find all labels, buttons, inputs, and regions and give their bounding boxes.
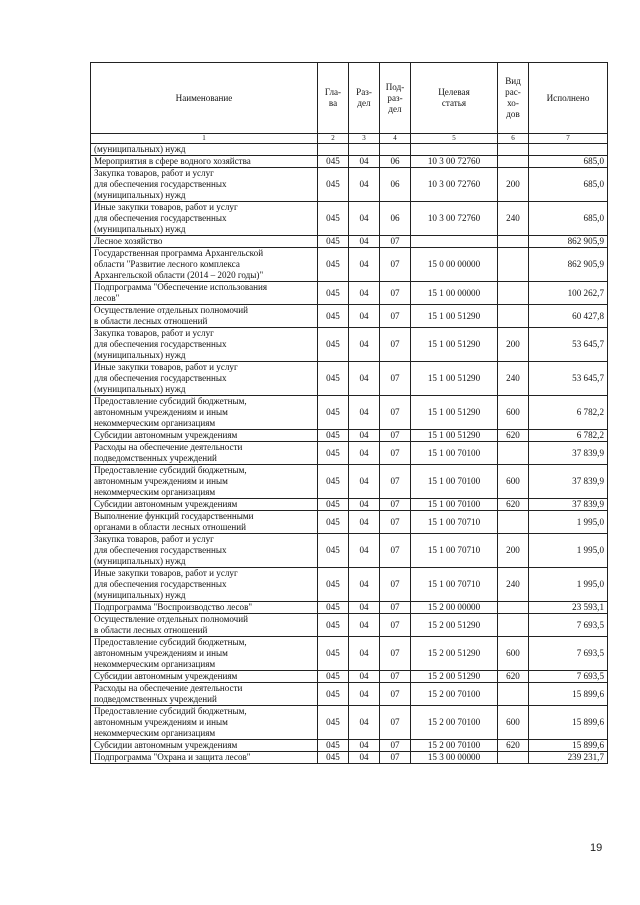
- cell-podrazdel: [380, 144, 411, 156]
- cell-vid: [498, 144, 529, 156]
- table-row: [91, 740, 608, 752]
- cell-name: Государственная программа Архангельской области "Развитие лесного комплекса Архангельской области (2014 – 2020 годы)": [91, 248, 318, 282]
- column-number-row: [91, 134, 608, 144]
- cell-name: Осуществление отдельных полномочий в области лесных отношений: [91, 305, 318, 328]
- cell-podrazdel: 07: [380, 442, 411, 465]
- cell-podrazdel: 07: [380, 706, 411, 740]
- cell-razdel: 04: [349, 683, 380, 706]
- cell-podrazdel: 07: [380, 282, 411, 305]
- cell-name: Закупка товаров, работ и услуг для обеспечения государственных (муниципальных) нужд: [91, 168, 318, 202]
- cell-vid: 240: [498, 362, 529, 396]
- cell-vid: 620: [498, 430, 529, 442]
- table-row: [91, 282, 608, 305]
- table-row: [91, 442, 608, 465]
- cell-target: [411, 144, 498, 156]
- cell-sum: 685,0: [529, 168, 608, 202]
- cell-podrazdel: 07: [380, 683, 411, 706]
- table-row: [91, 236, 608, 248]
- cell-podrazdel: 07: [380, 499, 411, 511]
- table-row: [91, 248, 608, 282]
- cell-name: Закупка товаров, работ и услуг для обеспечения государственных (муниципальных) нужд: [91, 328, 318, 362]
- cell-name: (муниципальных) нужд: [91, 144, 318, 156]
- cell-podrazdel: 07: [380, 637, 411, 671]
- cell-razdel: 04: [349, 248, 380, 282]
- cell-vid: 600: [498, 706, 529, 740]
- cell-sum: 685,0: [529, 156, 608, 168]
- cell-target: 15 0 00 00000: [411, 248, 498, 282]
- cell-glava: 045: [318, 534, 349, 568]
- cell-razdel: 04: [349, 511, 380, 534]
- cell-sum: 862 905,9: [529, 236, 608, 248]
- table-row: [91, 362, 608, 396]
- cell-sum: [529, 144, 608, 156]
- cell-vid: 620: [498, 740, 529, 752]
- table-row: [91, 637, 608, 671]
- cell-razdel: 04: [349, 534, 380, 568]
- cell-sum: 53 645,7: [529, 328, 608, 362]
- column-number: 1: [91, 134, 318, 144]
- cell-target: 15 1 00 51290: [411, 430, 498, 442]
- table-row: [91, 396, 608, 430]
- table-header-row: [91, 63, 608, 134]
- cell-razdel: 04: [349, 602, 380, 614]
- cell-podrazdel: 07: [380, 614, 411, 637]
- cell-podrazdel: 07: [380, 740, 411, 752]
- cell-vid: 620: [498, 499, 529, 511]
- cell-razdel: 04: [349, 671, 380, 683]
- cell-podrazdel: 07: [380, 305, 411, 328]
- cell-name: Субсидии автономным учреждениям: [91, 430, 318, 442]
- cell-target: 15 1 00 70100: [411, 442, 498, 465]
- cell-name: Лесное хозяйство: [91, 236, 318, 248]
- cell-glava: 045: [318, 568, 349, 602]
- cell-sum: 100 262,7: [529, 282, 608, 305]
- cell-sum: 15 899,6: [529, 706, 608, 740]
- table-row: [91, 465, 608, 499]
- cell-vid: [498, 248, 529, 282]
- cell-target: 15 1 00 70710: [411, 511, 498, 534]
- cell-target: 10 3 00 72760: [411, 168, 498, 202]
- cell-glava: 045: [318, 637, 349, 671]
- cell-vid: 240: [498, 202, 529, 236]
- cell-vid: 620: [498, 671, 529, 683]
- cell-sum: 1 995,0: [529, 511, 608, 534]
- cell-name: Мероприятия в сфере водного хозяйства: [91, 156, 318, 168]
- cell-target: 15 1 00 70710: [411, 568, 498, 602]
- cell-razdel: 04: [349, 614, 380, 637]
- cell-name: Подпрограмма "Воспроизводство лесов": [91, 602, 318, 614]
- cell-sum: 23 593,1: [529, 602, 608, 614]
- cell-glava: 045: [318, 752, 349, 764]
- cell-target: 10 3 00 72760: [411, 156, 498, 168]
- cell-glava: 045: [318, 442, 349, 465]
- table-row: [91, 511, 608, 534]
- cell-vid: 240: [498, 568, 529, 602]
- cell-name: Иные закупки товаров, работ и услуг для обеспечения государственных (муниципальных) нужд: [91, 362, 318, 396]
- column-number: 4: [380, 134, 411, 144]
- cell-target: 15 2 00 51290: [411, 614, 498, 637]
- header-razdel: Раз- дел: [349, 63, 380, 134]
- cell-vid: [498, 511, 529, 534]
- column-number: 7: [529, 134, 608, 144]
- cell-sum: 6 782,2: [529, 396, 608, 430]
- cell-razdel: 04: [349, 362, 380, 396]
- cell-sum: 7 693,5: [529, 614, 608, 637]
- column-number: 3: [349, 134, 380, 144]
- cell-vid: 600: [498, 396, 529, 430]
- cell-razdel: 04: [349, 396, 380, 430]
- cell-sum: 60 427,8: [529, 305, 608, 328]
- cell-podrazdel: 07: [380, 465, 411, 499]
- cell-podrazdel: 06: [380, 202, 411, 236]
- cell-vid: [498, 282, 529, 305]
- cell-podrazdel: 06: [380, 156, 411, 168]
- cell-vid: 600: [498, 637, 529, 671]
- cell-razdel: 04: [349, 740, 380, 752]
- cell-name: Выполнение функций государственными органами в области лесных отношений: [91, 511, 318, 534]
- cell-sum: 1 995,0: [529, 534, 608, 568]
- cell-razdel: 04: [349, 202, 380, 236]
- cell-glava: 045: [318, 248, 349, 282]
- table-row: [91, 683, 608, 706]
- header-name: Наименование: [91, 63, 318, 134]
- header-done: Исполнено: [529, 63, 608, 134]
- cell-target: 15 1 00 00000: [411, 282, 498, 305]
- cell-sum: 7 693,5: [529, 637, 608, 671]
- cell-glava: 045: [318, 706, 349, 740]
- cell-sum: 15 899,6: [529, 683, 608, 706]
- cell-target: 15 1 00 51290: [411, 362, 498, 396]
- cell-name: Расходы на обеспечение деятельности подведомственных учреждений: [91, 442, 318, 465]
- cell-vid: [498, 305, 529, 328]
- cell-razdel: 04: [349, 637, 380, 671]
- cell-podrazdel: 07: [380, 602, 411, 614]
- cell-target: 15 3 00 00000: [411, 752, 498, 764]
- cell-vid: [498, 683, 529, 706]
- cell-sum: 685,0: [529, 202, 608, 236]
- cell-glava: 045: [318, 236, 349, 248]
- cell-glava: 045: [318, 430, 349, 442]
- cell-target: 15 1 00 51290: [411, 305, 498, 328]
- cell-target: 15 2 00 70100: [411, 706, 498, 740]
- table-row: [91, 202, 608, 236]
- cell-target: 15 2 00 70100: [411, 683, 498, 706]
- cell-sum: 862 905,9: [529, 248, 608, 282]
- header-vid: Вид рас- хо- дов: [498, 63, 529, 134]
- cell-name: Субсидии автономным учреждениям: [91, 671, 318, 683]
- cell-target: 15 1 00 70710: [411, 534, 498, 568]
- cell-podrazdel: 07: [380, 430, 411, 442]
- cell-sum: 37 839,9: [529, 465, 608, 499]
- cell-name: Подпрограмма "Обеспечение использования лесов": [91, 282, 318, 305]
- cell-name: Предоставление субсидий бюджетным, автономным учреждениям и иным некоммерческим организациям: [91, 396, 318, 430]
- cell-razdel: 04: [349, 282, 380, 305]
- cell-name: Иные закупки товаров, работ и услуг для обеспечения государственных (муниципальных) нужд: [91, 202, 318, 236]
- cell-target: 15 2 00 51290: [411, 637, 498, 671]
- table-row: [91, 671, 608, 683]
- cell-podrazdel: 07: [380, 534, 411, 568]
- cell-podrazdel: 07: [380, 362, 411, 396]
- table-row: [91, 614, 608, 637]
- cell-target: 15 2 00 70100: [411, 740, 498, 752]
- cell-razdel: 04: [349, 430, 380, 442]
- cell-target: 10 3 00 72760: [411, 202, 498, 236]
- budget-table-page: [90, 62, 607, 764]
- cell-sum: 6 782,2: [529, 430, 608, 442]
- cell-razdel: 04: [349, 156, 380, 168]
- cell-glava: 045: [318, 740, 349, 752]
- cell-glava: 045: [318, 168, 349, 202]
- cell-sum: 53 645,7: [529, 362, 608, 396]
- cell-vid: [498, 752, 529, 764]
- cell-name: Предоставление субсидий бюджетным, автономным учреждениям и иным некоммерческим организациям: [91, 465, 318, 499]
- cell-glava: 045: [318, 305, 349, 328]
- cell-razdel: 04: [349, 568, 380, 602]
- cell-vid: 200: [498, 534, 529, 568]
- cell-name: Расходы на обеспечение деятельности подведомственных учреждений: [91, 683, 318, 706]
- cell-glava: [318, 144, 349, 156]
- column-number: 5: [411, 134, 498, 144]
- cell-name: Субсидии автономным учреждениям: [91, 499, 318, 511]
- cell-name: Субсидии автономным учреждениям: [91, 740, 318, 752]
- cell-podrazdel: 07: [380, 511, 411, 534]
- cell-razdel: 04: [349, 499, 380, 511]
- header-podrazdel: Под- раз- дел: [380, 63, 411, 134]
- cell-target: 15 2 00 51290: [411, 671, 498, 683]
- cell-sum: 7 693,5: [529, 671, 608, 683]
- cell-sum: 37 839,9: [529, 499, 608, 511]
- cell-name: Предоставление субсидий бюджетным, автономным учреждениям и иным некоммерческим организациям: [91, 706, 318, 740]
- cell-podrazdel: 07: [380, 671, 411, 683]
- cell-vid: [498, 156, 529, 168]
- cell-target: 15 1 00 70100: [411, 499, 498, 511]
- cell-target: 15 2 00 00000: [411, 602, 498, 614]
- cell-razdel: 04: [349, 305, 380, 328]
- table-row: [91, 534, 608, 568]
- cell-target: [411, 236, 498, 248]
- cell-podrazdel: 06: [380, 168, 411, 202]
- cell-razdel: 04: [349, 465, 380, 499]
- cell-vid: [498, 442, 529, 465]
- cell-razdel: 04: [349, 752, 380, 764]
- cell-glava: 045: [318, 499, 349, 511]
- table-row: [91, 168, 608, 202]
- cell-glava: 045: [318, 362, 349, 396]
- cell-podrazdel: 07: [380, 248, 411, 282]
- cell-podrazdel: 07: [380, 396, 411, 430]
- table-row: [91, 328, 608, 362]
- cell-name: Подпрограмма "Охрана и защита лесов": [91, 752, 318, 764]
- cell-glava: 045: [318, 202, 349, 236]
- cell-razdel: 04: [349, 328, 380, 362]
- cell-name: Осуществление отдельных полномочий в области лесных отношений: [91, 614, 318, 637]
- cell-glava: 045: [318, 614, 349, 637]
- cell-name: Предоставление субсидий бюджетным, автономным учреждениям и иным некоммерческим организациям: [91, 637, 318, 671]
- header-target: Целевая статья: [411, 63, 498, 134]
- table-row: [91, 156, 608, 168]
- cell-glava: 045: [318, 602, 349, 614]
- cell-glava: 045: [318, 328, 349, 362]
- cell-razdel: 04: [349, 706, 380, 740]
- cell-podrazdel: 07: [380, 752, 411, 764]
- cell-razdel: 04: [349, 442, 380, 465]
- budget-table: [90, 62, 608, 764]
- cell-glava: 045: [318, 282, 349, 305]
- cell-glava: 045: [318, 671, 349, 683]
- cell-vid: 200: [498, 328, 529, 362]
- cell-vid: 200: [498, 168, 529, 202]
- table-row: [91, 752, 608, 764]
- page-number: 19: [590, 842, 603, 854]
- table-row: [91, 144, 608, 156]
- cell-glava: 045: [318, 396, 349, 430]
- cell-glava: 045: [318, 156, 349, 168]
- cell-sum: 15 899,6: [529, 740, 608, 752]
- cell-name: Иные закупки товаров, работ и услуг для обеспечения государственных (муниципальных) нужд: [91, 568, 318, 602]
- cell-sum: 37 839,9: [529, 442, 608, 465]
- table-row: [91, 430, 608, 442]
- column-number: 6: [498, 134, 529, 144]
- cell-podrazdel: 07: [380, 236, 411, 248]
- cell-razdel: [349, 144, 380, 156]
- cell-razdel: 04: [349, 236, 380, 248]
- header-glava: Гла- ва: [318, 63, 349, 134]
- table-row: [91, 305, 608, 328]
- cell-sum: 239 231,7: [529, 752, 608, 764]
- table-row: [91, 706, 608, 740]
- cell-target: 15 1 00 51290: [411, 396, 498, 430]
- table-body: [91, 144, 608, 764]
- cell-sum: 1 995,0: [529, 568, 608, 602]
- cell-glava: 045: [318, 465, 349, 499]
- cell-vid: [498, 614, 529, 637]
- cell-target: 15 1 00 51290: [411, 328, 498, 362]
- cell-glava: 045: [318, 683, 349, 706]
- cell-name: Закупка товаров, работ и услуг для обеспечения государственных (муниципальных) нужд: [91, 534, 318, 568]
- cell-podrazdel: 07: [380, 328, 411, 362]
- cell-vid: 600: [498, 465, 529, 499]
- column-number: 2: [318, 134, 349, 144]
- table-row: [91, 499, 608, 511]
- cell-razdel: 04: [349, 168, 380, 202]
- cell-podrazdel: 07: [380, 568, 411, 602]
- table-row: [91, 602, 608, 614]
- cell-vid: [498, 236, 529, 248]
- cell-target: 15 1 00 70100: [411, 465, 498, 499]
- cell-vid: [498, 602, 529, 614]
- table-row: [91, 568, 608, 602]
- cell-glava: 045: [318, 511, 349, 534]
